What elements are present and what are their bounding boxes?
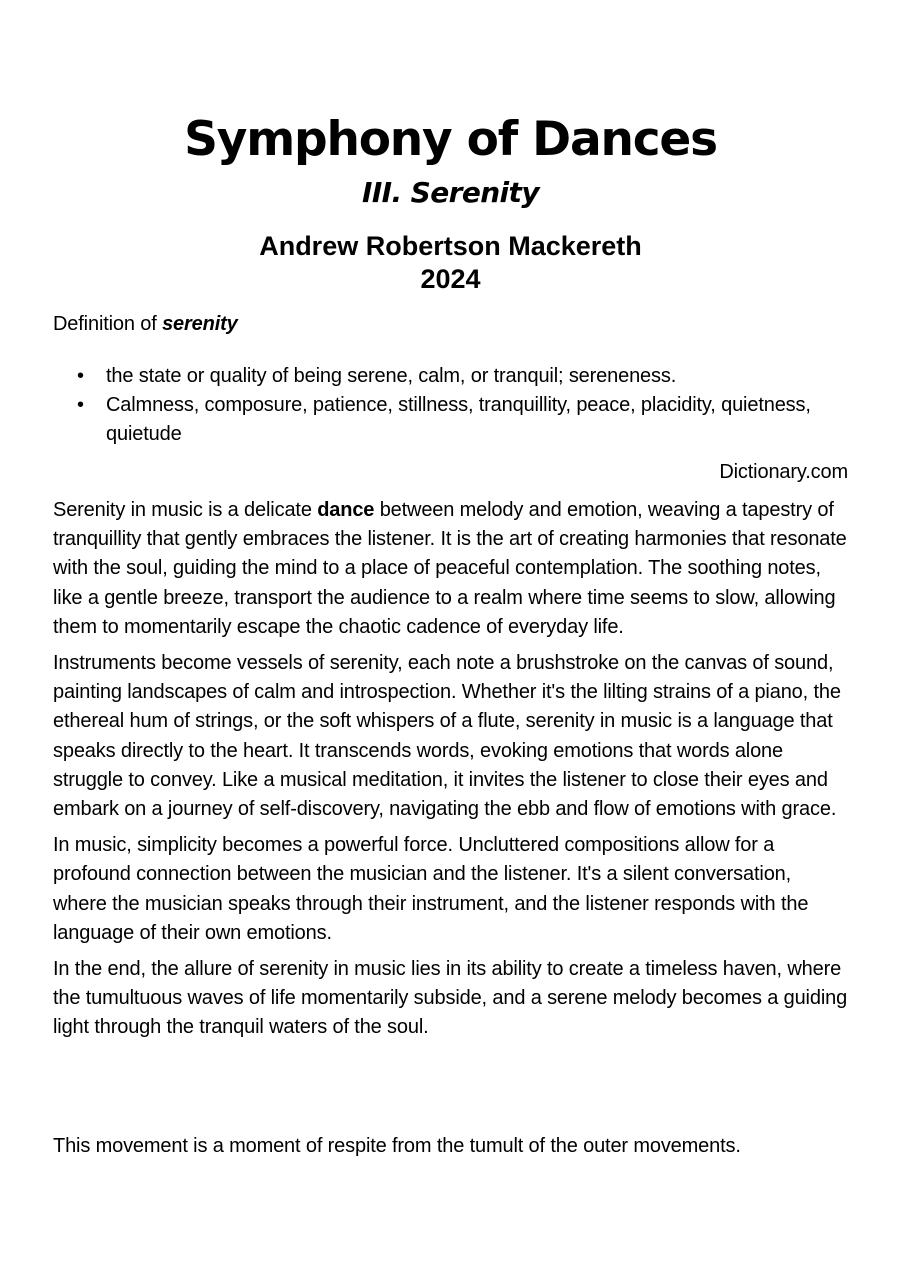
composition-year: 2024 (420, 264, 481, 294)
list-item (53, 362, 848, 391)
bullet-icon: • (77, 365, 84, 387)
bullet-icon: • (77, 394, 84, 417)
document-page (53, 0, 848, 1272)
definition-source: Dictionary.com (719, 461, 848, 483)
definition-item-text: the state or quality of being serene, calm, or tranquil; sereneness. (106, 365, 677, 387)
paragraph: Instruments become vessels of serenity, each note a brushstroke on the canvas of sound, painting landscapes of calm and introspection. Whether it's the lilting strains of a piano, the ethereal hum of strings, or the soft whispers of a flute, serenity in music is a language that speaks directly to the heart. It transcends words, evoking emotions that words alone struggle to convey. Like a musical meditation, it invites the listener to close their eyes and embark on a journey of self-discovery, navigating the ebb and flow of emotions with grace. (53, 652, 841, 821)
emphasis-word: dance (317, 499, 375, 521)
definition-item-text: Calmness, composure, patience, stillness, tranquillity, peace, placidity, quietness, quietude (106, 394, 811, 446)
movement-subtitle: III. Serenity (362, 176, 539, 209)
definition-term: serenity (162, 313, 238, 335)
definition-list (53, 362, 848, 450)
document-title: Symphony of Dances (184, 112, 717, 167)
paragraph: In music, simplicity becomes a powerful force. Uncluttered compositions allow for a profound connection between the musician and the listener. It's a silent conversation, where the musician speaks through their instrument, and the listener responds with the language of their own emotions. (53, 834, 809, 944)
composer-name: Andrew Robertson Mackereth (259, 231, 642, 261)
paragraph: In the end, the allure of serenity in music lies in its ability to create a timeless haven, where the tumultuous waves of life momentarily subside, and a serene melody becomes a guiding light through the tranquil waters of the soul. (53, 958, 848, 1039)
definition-prefix: Definition of (53, 313, 163, 335)
paragraph-text: Serenity in music is a delicate (53, 499, 318, 521)
paragraph-text: between melody and emotion, weaving a tapestry of tranquillity that gently embraces the listener. It is the art of creating harmonies that resonate with the soul, guiding the mind to a place of peaceful contemplation. The soothing notes, like a gentle breeze, transport the audience to a realm where time seems to slow, allowing them to momentarily escape the chaotic cadence of everyday life. (53, 499, 847, 638)
closing-note: This movement is a moment of respite from the tumult of the outer movements. (53, 1135, 741, 1157)
list-item (53, 391, 848, 449)
essay-body (53, 496, 848, 1050)
paragraph (53, 496, 848, 642)
definition-heading (53, 310, 848, 339)
